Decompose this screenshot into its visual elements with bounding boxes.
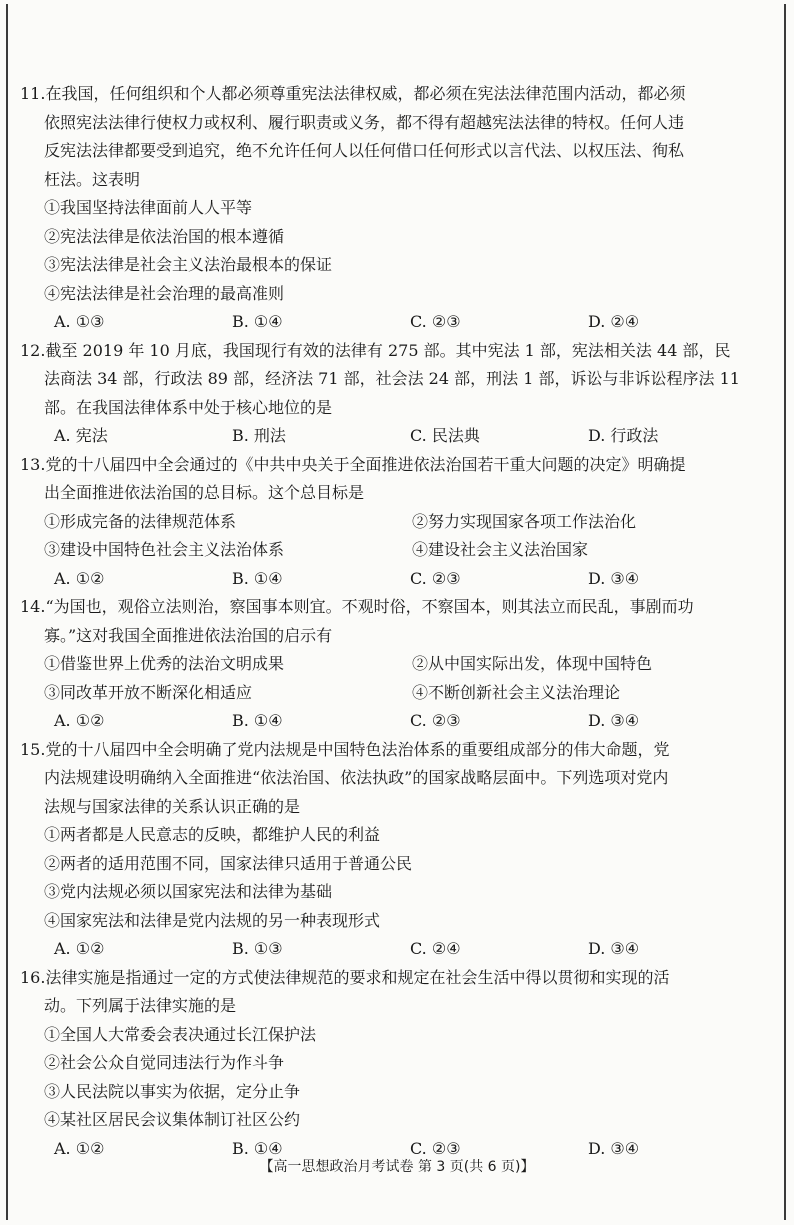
exam-content <box>20 80 780 1163</box>
page-footer: 【高一思想政治月考试卷 第 3 页(共 6 页)】 <box>259 1159 535 1175</box>
question-stem-line: 反宪法法律都要受到追究，绝不允许任何人以任何借口任何形式以言代法、以权压法、徇私 <box>44 141 685 160</box>
answer-option: C. ②③ <box>410 312 461 331</box>
answer-option: B. 刑法 <box>232 426 286 445</box>
answer-option: D. ③④ <box>588 711 640 730</box>
answer-option: C. ②④ <box>410 939 461 958</box>
question-stem-line: 动。下列属于法律实施的是 <box>44 996 237 1015</box>
statement-row <box>20 508 780 537</box>
question-13 <box>20 451 780 594</box>
statement-item: ①借鉴世界上优秀的法治文明成果 <box>44 654 285 673</box>
question-stem-line: 法商法 34 部，行政法 89 部，经济法 71 部，社会法 24 部，刑法 1 部，诉讼与非诉讼程序法 11 <box>44 369 740 388</box>
question-14 <box>20 593 780 736</box>
answer-options <box>20 308 780 337</box>
answer-option: A. ①② <box>54 568 105 588</box>
question-16 <box>20 964 780 1164</box>
answer-options <box>20 935 780 964</box>
answer-option: A. ①② <box>54 1138 105 1158</box>
answer-option: A. ①② <box>54 711 105 730</box>
statement-item: ③宪法法律是社会主义法治最根本的保证 <box>44 255 333 274</box>
statement-item: ④宪法法律是社会治理的最高准则 <box>44 283 285 303</box>
statement-item: ④某社区居民会议集体制订社区公约 <box>44 1110 301 1129</box>
answer-option: B. ①④ <box>232 1138 283 1158</box>
answer-option: B. ①④ <box>232 711 283 730</box>
answer-option: C. ②③ <box>410 568 461 588</box>
statement-item: ②努力实现国家各项工作法治化 <box>412 511 637 531</box>
answer-option: D. ③④ <box>588 939 640 958</box>
statement-item: ③人民法院以事实为依据，定分止争 <box>44 1081 301 1101</box>
answer-option: A. 宪法 <box>54 426 108 445</box>
statement-item: ①我国坚持法律面前人人平等 <box>44 198 253 217</box>
answer-options <box>20 565 780 594</box>
statement-item: ④不断创新社会主义法治理论 <box>412 682 621 702</box>
statement-item: ③同改革开放不断深化相适应 <box>44 682 253 702</box>
statement-row <box>20 679 780 708</box>
answer-option: B. ①③ <box>232 939 283 958</box>
question-stem-line: 11.在我国，任何组织和个人都必须尊重宪法法律权威，都必须在宪法法律范围内活动，都必须 <box>20 84 686 103</box>
answer-option: A. ①③ <box>54 312 105 331</box>
question-12 <box>20 337 780 451</box>
statement-row <box>20 536 780 565</box>
statement-item: ④国家宪法和法律是党内法规的另一种表现形式 <box>44 910 381 930</box>
question-stem-line: 12.截至 2019 年 10 月底，我国现行有效的法律有 275 部。其中宪法 1 部，宪法相关法 44 部，民 <box>20 340 731 360</box>
question-stem-line: 14.“为国也，观俗立法则治，察国事本则宜。不观时俗，不察国本，则其法立而民乱，事剧而功 <box>20 597 694 616</box>
statement-item: ②从中国实际出发，体现中国特色 <box>412 654 653 673</box>
question-stem-line: 16.法律实施是指通过一定的方式使法律规范的要求和规定在社会生活中得以贯彻和实现的活 <box>20 967 670 987</box>
question-stem-line: 部。在我国法律体系中处于核心地位的是 <box>44 397 333 417</box>
question-stem-line: 寡。”这对我国全面推进依法治国的启示有 <box>44 625 333 645</box>
answer-option: B. ①④ <box>232 568 283 588</box>
question-stem-line: 出全面推进依法治国的总目标。这个总目标是 <box>44 483 365 502</box>
statement-row <box>20 650 780 679</box>
statement-item: ④建设社会主义法治国家 <box>412 540 589 559</box>
answer-option: D. ③④ <box>588 568 640 588</box>
statement-item: ①形成完备的法律规范体系 <box>44 511 237 531</box>
statement-item: ①两者都是人民意志的反映，都维护人民的利益 <box>44 825 381 844</box>
question-stem-line: 枉法。这表明 <box>44 169 141 189</box>
question-11 <box>20 80 780 337</box>
question-stem-line: 依照宪法法律行使权力或权利、履行职责或义务，都不得有超越宪法法律的特权。任何人违 <box>44 112 685 132</box>
question-stem-line: 法规与国家法律的关系认识正确的是 <box>44 796 301 816</box>
answer-option: D. ②④ <box>588 312 640 331</box>
statement-item: ②宪法法律是依法治国的根本遵循 <box>44 226 285 246</box>
answer-option: D. 行政法 <box>588 426 659 445</box>
answer-options <box>20 422 780 451</box>
statement-item: ②两者的适用范围不同，国家法律只适用于普通公民 <box>44 853 413 873</box>
statement-item: ①全国人大常委会表决通过长江保护法 <box>44 1024 317 1044</box>
statement-item: ③党内法规必须以国家宪法和法律为基础 <box>44 882 333 901</box>
answer-option: C. ②③ <box>410 1138 461 1158</box>
statement-item: ③建设中国特色社会主义法治体系 <box>44 540 285 559</box>
answer-option: B. ①④ <box>232 312 283 331</box>
question-stem-line: 13.党的十八届四中全会通过的《中共中央关于全面推进依法治国若干重大问题的决定》明确提 <box>20 454 686 474</box>
answer-option: C. 民法典 <box>410 426 480 445</box>
answer-option: A. ①② <box>54 939 105 958</box>
question-stem-line: 15.党的十八届四中全会明确了党内法规是中国特色法治体系的重要组成部分的伟大命题，党 <box>20 739 670 759</box>
question-15 <box>20 736 780 964</box>
statement-item: ②社会公众自觉同违法行为作斗争 <box>44 1053 285 1072</box>
answer-option: D. ③④ <box>588 1138 640 1158</box>
answer-options <box>20 707 780 736</box>
question-stem-line: 内法规建设明确纳入全面推进“依法治国、依法执政”的国家战略层面中。下列选项对党内 <box>44 768 669 787</box>
answer-option: C. ②③ <box>410 711 461 730</box>
